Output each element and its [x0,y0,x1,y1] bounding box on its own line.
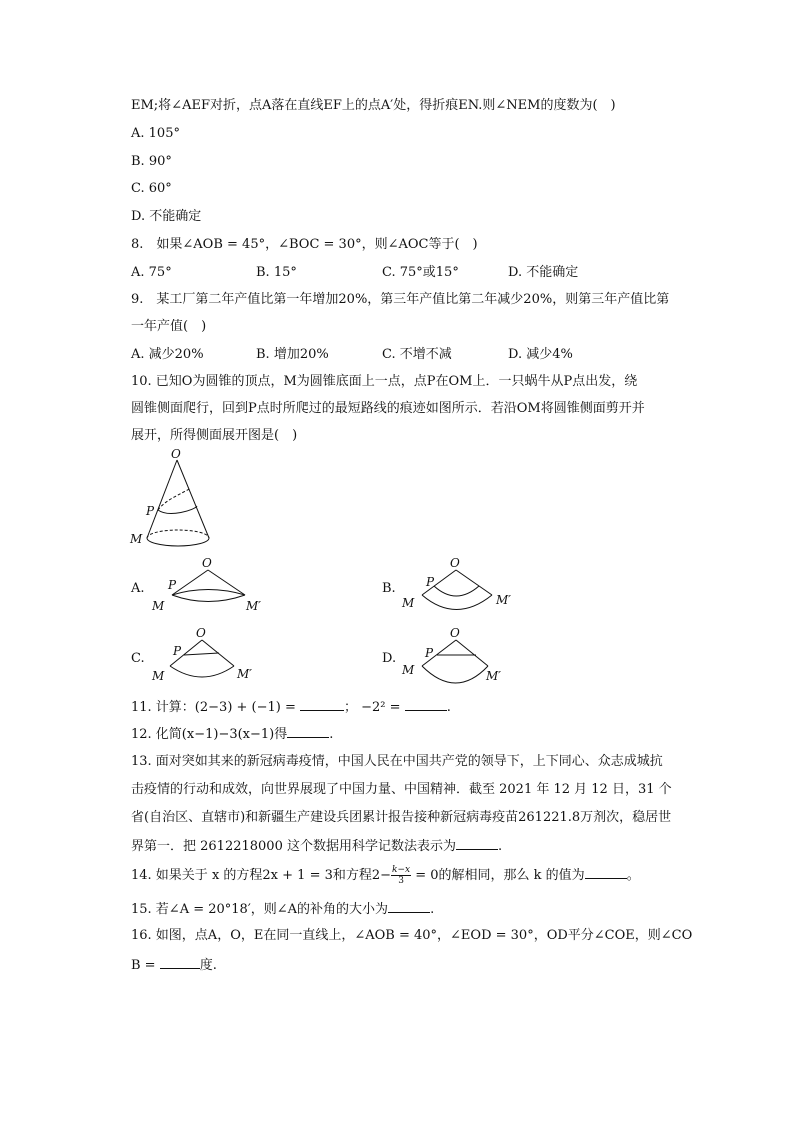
option-a-label-o: O [202,556,212,570]
q10-option-a-letter: A. [131,581,145,596]
q10-option-b-letter: B. [382,581,396,596]
option-c-label-p: P [173,644,182,658]
q15-suffix: . [430,902,435,917]
q11-prefix: 11. 计算：(2−3) + (−1) = [131,700,301,715]
q10-stem-line1: 10. 已知O为圆锥的顶点，M为圆锥底面上一点，点P在OM上．一只蜗牛从P点出发，绕 [131,374,638,389]
q12-suffix: . [329,727,334,742]
option-c-label-m-prime: M′ [237,667,253,681]
q13-line4 [131,835,502,857]
option-a-label-m: M [152,599,165,613]
q13-line4-suffix: . [497,839,503,854]
q9-option-b: B. 增加20% [256,347,329,362]
q11-blank-1[interactable] [300,696,344,711]
q9-option-d: D. 减少4% [508,347,573,362]
q10-stem-line3: 展开，所得侧面展开图是( ) [131,428,298,443]
cone-label-p: P [146,504,155,518]
q8-stem: 8. 如果∠AOB = 45°，∠BOC = 30°，则∠AOC等于( ) [131,237,478,252]
q16-blank[interactable] [160,954,200,969]
option-d-label-m: M [402,663,415,677]
q10-stem-line2: 圆锥侧面爬行，回到P点时所爬过的最短路线的痕迹如图所示．若沿OM将圆锥侧面剪开并 [131,401,645,416]
q11-line [131,696,451,718]
q12-prefix: 12. 化简(x−1)−3(x−1)得 [131,727,288,742]
option-b-label-m: M [402,596,415,610]
option-a-label-m-prime: M′ [246,599,262,613]
q15-line [131,898,434,920]
q16-line2-suffix: 度. [199,958,217,973]
q10-option-c-letter: C. [131,651,145,666]
q14-fraction-denominator: 3 [398,876,404,886]
option-b-label-p: P [426,575,435,589]
option-d-label-p: P [425,646,434,660]
option-b-label-o: O [450,556,460,570]
q13-blank[interactable] [456,835,498,850]
option-b-label-m-prime: M′ [496,593,512,607]
option-c-label-m: M [152,669,165,683]
q15-blank[interactable] [388,898,430,913]
q16-line2-prefix: B = [131,958,160,973]
q11-middle: ； −2² = [344,700,405,715]
q16-line1: 16. 如图，点A，O，E在同一直线上，∠AOB = 40°，∠EOD = 30°，OD平分∠COE，则∠CO [131,928,693,943]
q8-option-d: D. 不能确定 [508,265,579,280]
q14-suffix: 。 [626,868,640,883]
cone-label-m: M [130,532,143,546]
q8-option-a: A. 75° [131,265,172,280]
cone-label-o: O [171,448,181,461]
q7-stem: EM;将∠AEF对折，点A落在直线EF上的点A′处，得折痕EN.则∠NEM的度数为( ) [131,98,616,113]
q14-fraction-numerator: k−x [392,865,411,875]
q14-middle: = 0的解相同，那么 k 的值为 [411,868,585,883]
q8-option-b: B. 15° [256,265,297,280]
q7-option-a: A. 105° [131,126,180,141]
q14-prefix: 14. 如果关于 x 的方程2x + 1 = 3和方程2− [131,868,392,883]
q7-option-b: B. 90° [131,154,172,169]
q16-line2 [131,954,217,976]
q14-fraction [391,865,411,886]
q11-suffix: . [446,700,451,715]
q10-option-a-figure [150,554,270,616]
q15-prefix: 15. 若∠A = 20°18′，则∠A的补角的大小为 [131,902,389,917]
q7-option-d: D. 不能确定 [131,209,202,224]
q12-line [131,723,333,745]
q13-line3: 省(自治区、直辖市)和新疆生产建设兵团累计报告接种新冠病毒疫苗261221.8万剂次，稳居世 [131,810,672,825]
option-c-label-o: O [196,626,206,640]
q13-line4-prefix: 界第一．把 2612218000 这个数据用科学记数法表示为 [131,839,456,854]
q10-option-c-figure [150,624,270,686]
q9-stem-line1: 9. 某工厂第二年产值比第一年增加20%，第三年产值比第二年减少20%，则第三年产值比第 [131,292,670,307]
q13-line1: 13. 面对突如其来的新冠病毒疫情，中国人民在中国共产党的领导下，上下同心、众志成城抗 [131,754,663,769]
q13-line2: 击疫情的行动和成效，向世界展现了中国力量、中国精神．截至 2021 年 12 月 12 日，31 个 [131,782,672,797]
q7-option-c: C. 60° [131,181,172,196]
cone-figure [125,448,225,553]
q10-option-d-figure [400,624,520,686]
option-d-label-m-prime: M′ [486,669,502,683]
q14-line [131,864,640,886]
q11-blank-2[interactable] [405,696,447,711]
q14-blank[interactable] [585,864,627,879]
q9-stem-line2: 一年产值( ) [131,319,207,334]
q12-blank[interactable] [287,723,329,738]
q8-option-c: C. 75°或15° [382,265,459,280]
q9-option-a: A. 减少20% [131,347,204,362]
q9-option-c: C. 不增不减 [382,347,452,362]
q10-option-b-figure [400,554,520,616]
option-a-label-p: P [168,578,177,592]
option-d-label-o: O [450,626,460,640]
q10-option-d-letter: D. [382,651,397,666]
